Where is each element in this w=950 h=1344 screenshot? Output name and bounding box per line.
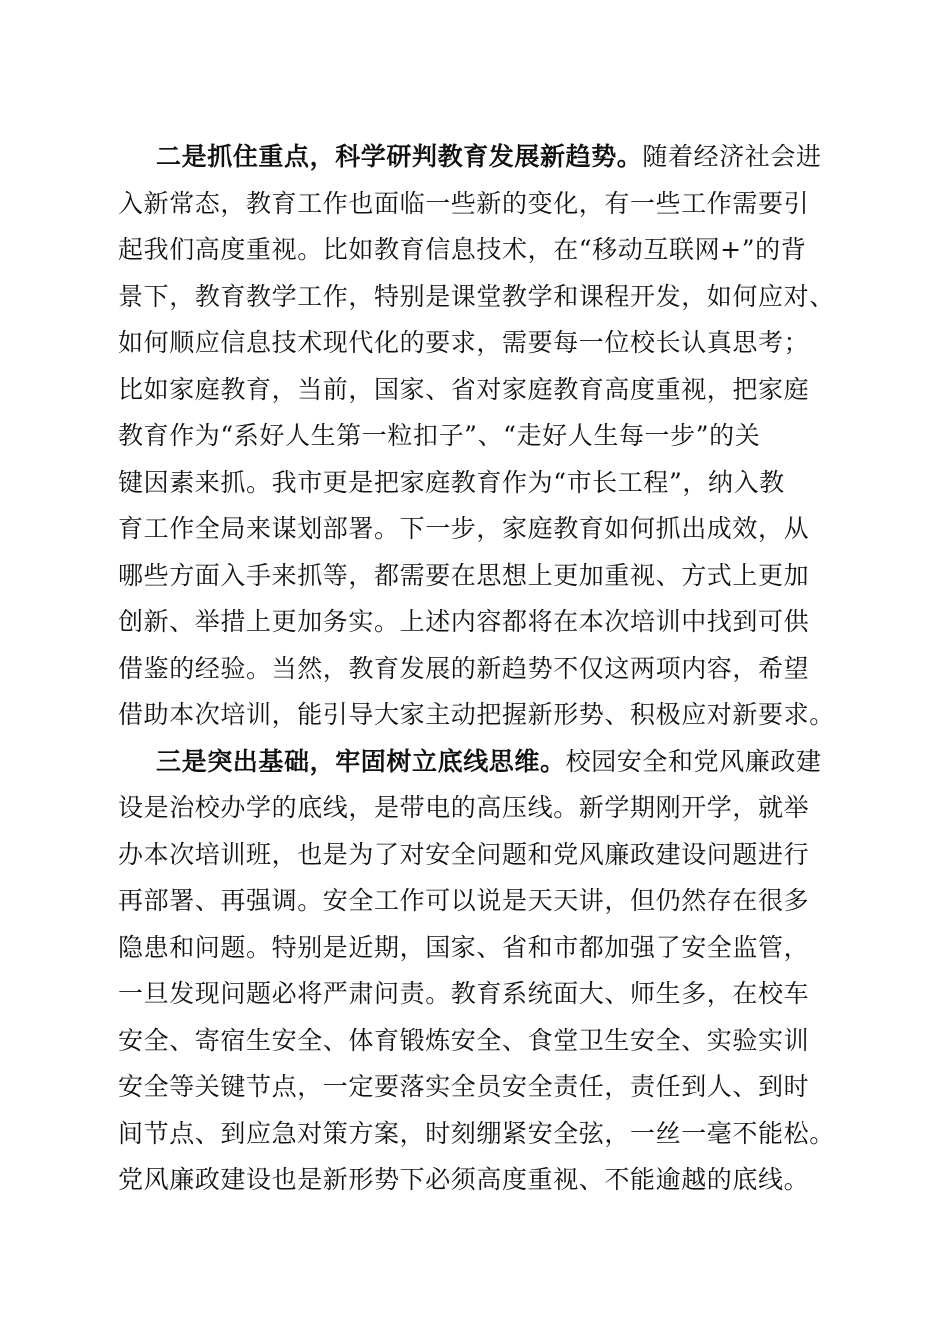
paragraph-2-line: 如何顺应信息技术现代化的要求，需要每一位校长认真思考； [118,328,810,357]
paragraph-2-line: 哪些方面入手来抓等，都需要在思想上更加重视、方式上更加 [118,560,810,590]
body-text [118,134,838,1204]
paragraph-2-line: 键因素来抓。我市更是把家庭教育作为“市长工程”，纳入教 [118,467,785,497]
paragraph-2-line: 育工作全局来谋划部署。下一步，家庭教育如何抓出成效，从 [118,514,810,543]
paragraph-3-line: 间节点、到应急对策方案，时刻绷紧安全弦，一丝一毫不能松。 [118,1118,835,1148]
paragraph-3-line: 设是治校办学的底线，是带电的高压线。新学期刚开学，就举 [118,793,810,822]
paragraph-2-line: 教育作为“系好人生第一粒扣子”、“走好人生每一步”的关 [118,421,761,450]
paragraph-2-line: 借助本次培训，能引导大家主动把握新形势、积极应对新要求。 [118,700,835,729]
paragraph-2-line: 入新常态，教育工作也面临一些新的变化，有一些工作需要引 [118,188,810,218]
paragraph-3-line-1 [118,739,838,786]
paragraph-2-line: 景下，教育教学工作，特别是课堂教学和课程开发，如何应对、 [118,281,835,311]
paragraph-2-line-1-text: 随着经济社会进 [642,142,822,171]
paragraph-3-line: 一旦发现问题必将严肃问责。教育系统面大、师生多，在校车 [118,979,810,1008]
paragraph-3-line: 再部署、再强调。安全工作可以说是天天讲，但仍然存在很多 [118,886,810,915]
paragraph-3-line: 党风廉政建设也是新形势下必须高度重视、不能逾越的底线。 [118,1165,810,1194]
paragraph-2-line: 创新、举措上更加务实。上述内容都将在本次培训中找到可供 [118,607,810,636]
paragraph-3-line: 隐患和问题。特别是近期，国家、省和市都加强了安全监管， [118,932,810,962]
paragraph-3-line-1-text: 校园安全和党风廉政建 [565,746,822,776]
paragraph-3-lead: 三是突出基础，牢固树立底线思维。 [156,746,566,776]
paragraph-3-line: 安全、寄宿生安全、体育锻炼安全、食堂卫生安全、实验实训 [118,1025,810,1055]
paragraph-2-line: 起我们高度重视。比如教育信息技术，在“移动互联网+”的背 [118,235,807,264]
paragraph-2-line: 比如家庭教育，当前，国家、省对家庭教育高度重视，把家庭 [118,374,810,404]
paragraph-3-line: 办本次培训班，也是为了对安全问题和党风廉政建设问题进行 [118,839,810,869]
paragraph-2-lead: 二是抓住重点，科学研判教育发展新趋势。 [156,142,643,171]
paragraph-2-line-1 [118,134,838,181]
paragraph-2-line: 借鉴的经验。当然，教育发展的新趋势不仅这两项内容，希望 [118,653,810,683]
paragraph-3-line: 安全等关键节点，一定要落实全员安全责任，责任到人、到时 [118,1072,810,1101]
